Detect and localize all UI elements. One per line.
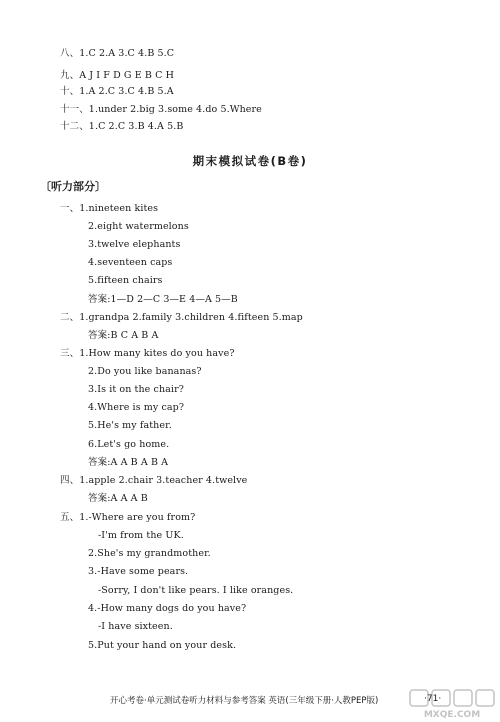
answer-key: 答案:A A A B [88,493,148,504]
answer-line-8: 八、1.C 2.A 3.C 4.B 5.C [60,48,175,59]
section-label: 〔听力部分〕 [40,180,106,193]
watermark-logo [408,688,496,720]
answer-line-9: 九、A J I F D G E B C H [60,70,174,81]
listening-line: 三、1.How many kites do you have? [60,348,235,359]
answer-key: 答案:B C A B A [88,330,159,341]
listening-line: 4.-How many dogs do you have? [88,603,247,614]
listening-line: 5.He's my father. [88,420,172,431]
listening-line: -Sorry, I don't like pears. I like oranges. [98,585,294,596]
svg-text:MXQE.COM: MXQE.COM [423,710,481,720]
listening-line: 4.seventeen caps [88,257,173,268]
listening-line: 五、1.-Where are you from? [60,512,196,523]
listening-line: 5.Put your hand on your desk. [88,640,237,651]
page-number: ·71· [424,694,442,704]
listening-line: 2.eight watermelons [88,221,189,232]
listening-line: 3.-Have some pears. [88,566,189,577]
answer-key: 答案:A A B A B A [88,457,169,468]
answer-line-11: 十一、1.under 2.big 3.some 4.do 5.Where [60,104,262,115]
listening-line: -I'm from the UK. [98,530,184,541]
page-footer: 开心考卷·单元测试卷听力材料与参考答案 英语(三年级下册·人教PEP版) [110,696,379,706]
listening-line: 5.fifteen chairs [88,275,163,286]
answer-key: 答案:1—D 2—C 3—E 4—A 5—B [88,294,238,305]
page-title: 期末模拟试卷(B卷) [192,154,308,168]
listening-line: 3.twelve elephants [88,239,181,250]
listening-line: 一、1.nineteen kites [60,203,159,214]
listening-line: 2.Do you like bananas? [88,366,202,377]
answer-line-10: 十、1.A 2.C 3.C 4.B 5.A [60,86,174,97]
listening-line: 3.Is it on the chair? [88,384,184,395]
listening-line: -I have sixteen. [98,621,173,632]
listening-line: 4.Where is my cap? [88,402,185,413]
listening-line: 四、1.apple 2.chair 3.teacher 4.twelve [60,475,248,486]
listening-line: 2.She's my grandmother. [88,548,211,559]
answer-line-12: 十二、1.C 2.C 3.B 4.A 5.B [60,121,184,132]
listening-line: 二、1.grandpa 2.family 3.children 4.fifteen 5.map [60,312,303,323]
listening-line: 6.Let's go home. [88,439,170,450]
